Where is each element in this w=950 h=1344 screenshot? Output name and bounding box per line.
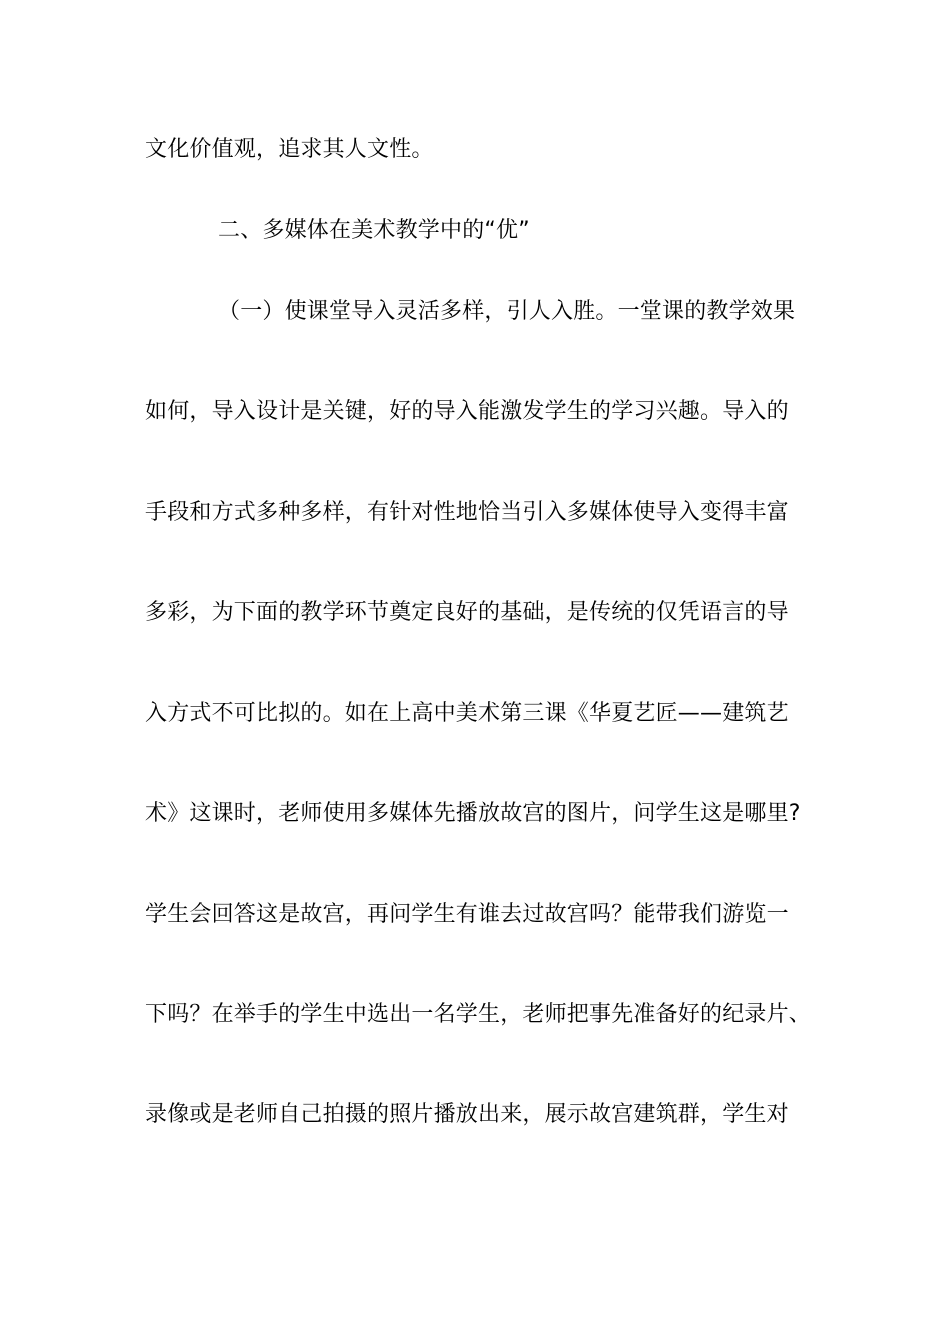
text-line-6: 多彩，为下面的教学环节奠定良好的基础，是传统的仅凭语言的导: [145, 600, 789, 625]
section-heading: 二、多媒体在美术教学中的“优”: [218, 218, 530, 243]
text-line-10: 下吗？在举手的学生中选出一名学生，老师把事先准备好的纪录片、: [145, 1002, 812, 1027]
text-line-11: 录像或是老师自己拍摄的照片播放出来，展示故宫建筑群，学生对: [145, 1102, 789, 1127]
text-line-8: 术》这课时，老师使用多媒体先播放故宫的图片，问学生这是哪里?: [145, 801, 801, 826]
paragraph-first-line: （一）使课堂导入灵活多样，引人入胜。一堂课的教学效果: [218, 299, 796, 324]
text-line-7: 入方式不可比拟的。如在上高中美术第三课《华夏艺匠——建筑艺: [145, 701, 789, 726]
text-line-9: 学生会回答这是故宫，再问学生有谁去过故宫吗？能带我们游览一: [145, 902, 789, 927]
text-line-1: 文化价值观，追求其人文性。: [145, 137, 434, 162]
text-line-4: 如何，导入设计是关键，好的导入能激发学生的学习兴趣。导入的: [145, 399, 789, 424]
text-line-5: 手段和方式多种多样，有针对性地恰当引入多媒体使导入变得丰富: [145, 500, 789, 525]
